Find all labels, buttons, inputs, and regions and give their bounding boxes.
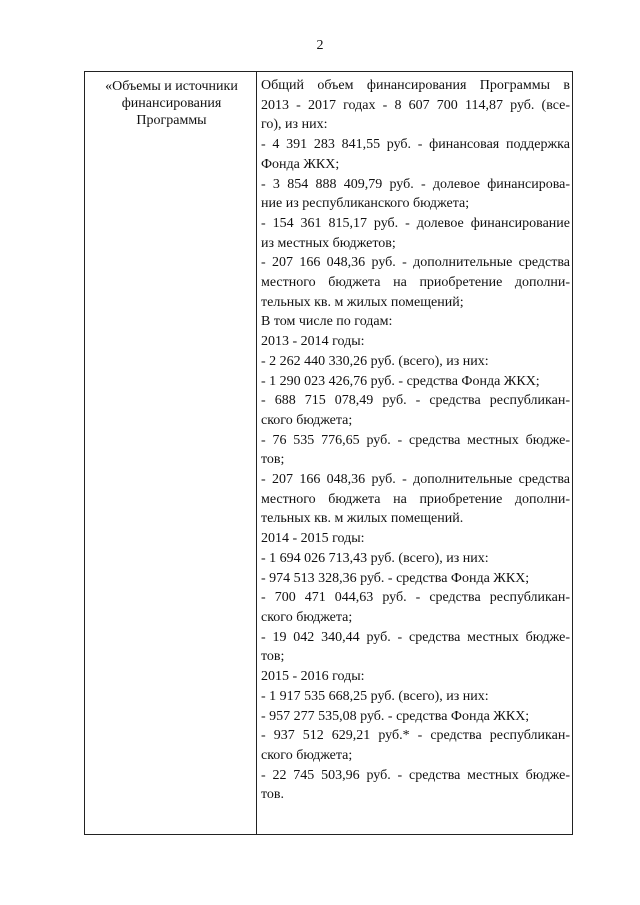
content-line: го), из них: [261, 117, 328, 133]
content-line: - 19 042 340,44 руб. - средства местных бюдже- [261, 629, 570, 645]
content-line: - 207 166 048,36 руб. - дополнительные средства [261, 472, 570, 488]
content-line: местного бюджета на приобретение дополни- [261, 491, 570, 507]
content-line: 2013 - 2017 годах - 8 607 700 114,87 руб. (все- [261, 97, 570, 113]
funding-label-cell [85, 72, 257, 834]
content-line: тов; [261, 649, 285, 665]
content-line: - 22 745 503,96 руб. - средства местных бюдже- [261, 767, 570, 783]
content-line: - 974 513 328,36 руб. - средства Фонда ЖКХ; [261, 570, 530, 586]
content-line: - 76 535 776,65 руб. - средства местных бюдже- [261, 432, 570, 448]
content-line: ние из республиканского бюджета; [261, 196, 470, 212]
content-line: - 688 715 078,49 руб. - средства республикан- [261, 393, 570, 409]
content-line: 2014 - 2015 годы: [261, 531, 365, 547]
content-line: ского бюджета; [261, 609, 353, 625]
content-line: - 154 361 815,17 руб. - долевое финансирование [261, 215, 570, 231]
content-line: тельных кв. м жилых помещений; [261, 294, 464, 310]
content-line: - 1 917 535 668,25 руб. (всего), из них: [261, 688, 489, 704]
content-line: - 957 277 535,08 руб. - средства Фонда ЖКХ; [261, 708, 530, 724]
content-line: В том числе по годам: [261, 314, 393, 330]
page-number: 2 [316, 38, 324, 53]
content-line: - 207 166 048,36 руб. - дополнительные средства [261, 255, 570, 271]
content-line: ского бюджета; [261, 747, 353, 763]
content-line: Фонда ЖКХ; [261, 156, 340, 172]
content-line: местного бюджета на приобретение дополни- [261, 275, 570, 291]
label-line: Программы [136, 113, 207, 128]
content-line: из местных бюджетов; [261, 235, 396, 251]
funding-table [84, 71, 573, 835]
content-line: Общий объем финансирования Программы в [261, 78, 570, 93]
content-line: - 2 262 440 330,26 руб. (всего), из них: [261, 353, 489, 369]
content-line: - 4 391 283 841,55 руб. - финансовая поддержка [261, 137, 570, 153]
content-line: - 937 512 629,21 руб.* - средства республикан- [261, 728, 570, 744]
content-line: тов. [261, 787, 285, 803]
content-line: - 1 694 026 713,43 руб. (всего), из них: [261, 550, 489, 566]
content-line: - 1 290 023 426,76 руб. - средства Фонда ЖКХ; [261, 373, 540, 389]
label-line: «Объемы и источники [105, 79, 238, 94]
funding-content-cell [257, 72, 572, 834]
content-line: - 3 854 888 409,79 руб. - долевое финансирова- [261, 176, 570, 192]
content-line: - 700 471 044,63 руб. - средства республикан- [261, 590, 570, 606]
label-line: финансирования [121, 96, 222, 111]
content-line: тов; [261, 452, 285, 468]
content-line: ского бюджета; [261, 412, 353, 428]
content-line: 2015 - 2016 годы: [261, 669, 365, 685]
content-line: тельных кв. м жилых помещений. [261, 511, 464, 527]
content-line: 2013 - 2014 годы: [261, 334, 365, 350]
